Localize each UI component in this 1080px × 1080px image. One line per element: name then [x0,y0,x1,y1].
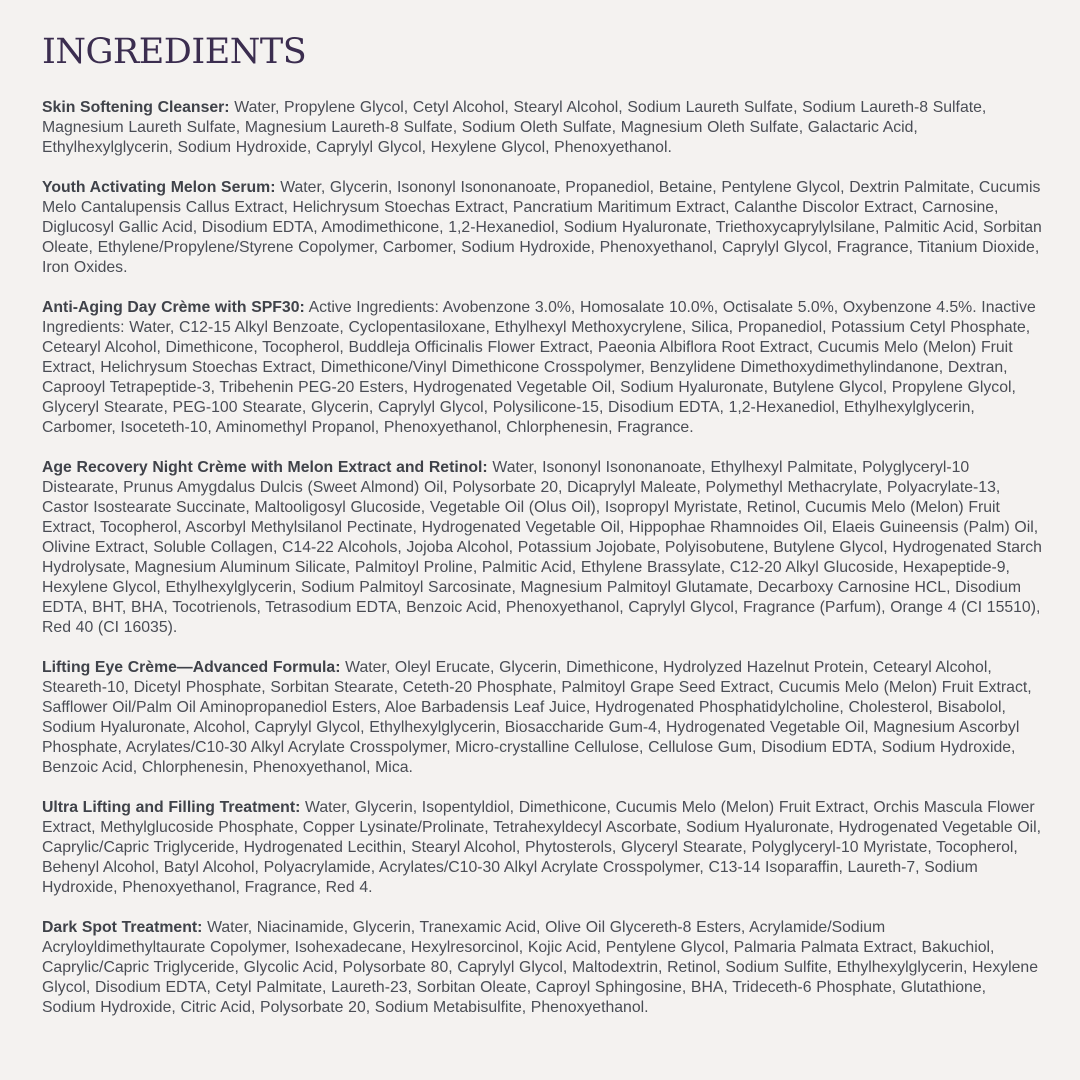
page-title: INGREDIENTS [42,32,307,72]
product-entry-youth-activating-melon-serum [42,178,1042,278]
product-entry-age-recovery-night-creme [42,458,1042,638]
ingredient-list: Water, Propylene Glycol, Cetyl Alcohol, Stearyl Alcohol, Sodium Laureth Sulfate, Sodium Laureth-8 Sulfate, Magnesium Laureth Sulfate, Magnesium Laureth-8 Sulfate, Sodium Oleth Sulfate, Magnesium Oleth Sulfate, Galactaric Acid, Ethylhexylglycerin, Sodium Hydroxide, Caprylyl Glycol, Hexylene Glycol, Phenoxyethanol. [42,99,987,156]
ingredient-list: Water, Glycerin, Isopentyldiol, Dimethicone, Cucumis Melo (Melon) Fruit Extract, Orchis Mascula Flower Extract, Methylglucoside Phosphate, Copper Lysinate/Prolinate, Tetrahexyldecyl Ascorbate, Sodium Hyaluronate, Hydrogenated Vegetable Oil, Caprylic/Capric Triglyceride, Hydrogenated Lecithin, Stearyl Alcohol, Phytosterols, Glyceryl Stearate, Polyglyceryl-10 Myristate, Tocopherol, Behenyl Alcohol, Batyl Alcohol, Polyacrylamide, Acrylates/C10-30 Alkyl Acrylate Crosspolymer, C13-14 Isoparaffin, Laureth-7, Sodium Hydroxide, Phenoxyethanol, Fragrance, Red 4. [42,799,1042,896]
product-name: Dark Spot Treatment: [42,919,203,936]
product-name: Anti-Aging Day Crème with SPF30: [42,299,305,316]
product-name: Lifting Eye Crème—Advanced Formula: [42,659,341,676]
product-name: Ultra Lifting and Filling Treatment: [42,799,301,816]
ingredient-list: Water, Glycerin, Isononyl Isononanoate, Propanediol, Betaine, Pentylene Glycol, Dextrin Palmitate, Cucumis Melo Cantalupensis Callus Extract, Helichrysum Stoechas Extract, Pancratium Maritimum Extract, Calanthe Discolor Extract, Carnosine, Diglucosyl Gallic Acid, Disodium EDTA, Amodimethicone, 1,2-Hexanediol, Sodium Hyaluronate, Triethoxycaprylylsilane, Palmitic Acid, Sorbitan Oleate, Ethylene/Propylene/Styrene Copolymer, Carbomer, Sodium Hydroxide, Phenoxyethanol, Caprylyl Glycol, Fragrance, Titanium Dioxide, Iron Oxides. [42,179,1042,276]
product-entry-dark-spot-treatment [42,918,1042,1018]
product-entry-lifting-eye-creme [42,658,1042,778]
product-name: Age Recovery Night Crème with Melon Extract and Retinol: [42,459,488,476]
ingredients-page [42,30,1042,1038]
product-entry-anti-aging-day-creme [42,298,1042,438]
product-name: Skin Softening Cleanser: [42,99,230,116]
ingredient-list: Water, Niacinamide, Glycerin, Tranexamic Acid, Olive Oil Glycereth-8 Esters, Acrylamide/Sodium Acryloyldimethyltaurate Copolymer, Isohexadecane, Hexylresorcinol, Kojic Acid, Pentylene Glycol, Palmaria Palmata Extract, Bakuchiol, Caprylic/Capric Triglyceride, Glycolic Acid, Polysorbate 80, Caprylyl Glycol, Maltodextrin, Retinol, Sodium Sulfite, Ethylhexylglycerin, Hexylene Glycol, Disodium EDTA, Cetyl Palmitate, Laureth-23, Sorbitan Oleate, Caproyl Sphingosine, BHA, Trideceth-6 Phosphate, Glutathione, Sodium Hydroxide, Citric Acid, Polysorbate 20, Sodium Metabisulfite, Phenoxyethanol. [42,919,1038,1016]
ingredient-list: Water, Oleyl Erucate, Glycerin, Dimethicone, Hydrolyzed Hazelnut Protein, Cetearyl Alcohol, Steareth-10, Dicetyl Phosphate, Sorbitan Stearate, Ceteth-20 Phosphate, Palmitoyl Grape Seed Extract, Cucumis Melo (Melon) Fruit Extract, Safflower Oil/Palm Oil Aminopropanediol Esters, Aloe Barbadensis Leaf Juice, Hydrogenated Phosphatidylcholine, Cholesterol, Bisabolol, Sodium Hyaluronate, Alcohol, Caprylyl Glycol, Ethylhexylglycerin, Biosaccharide Gum-4, Hydrogenated Vegetable Oil, Magnesium Ascorbyl Phosphate, Acrylates/C10-30 Alkyl Acrylate Crosspolymer, Micro-crystalline Cellulose, Cellulose Gum, Disodium EDTA, Sodium Hydroxide, Benzoic Acid, Chlorphenesin, Phenoxyethanol, Mica. [42,659,1032,776]
product-entry-skin-softening-cleanser [42,98,1042,158]
ingredient-list: Active Ingredients: Avobenzone 3.0%, Homosalate 10.0%, Octisalate 5.0%, Oxybenzone 4.5%. Inactive Ingredients: Water, C12-15 Alkyl Benzoate, Cyclopentasiloxane, Ethylhexyl Methoxycrylene, Silica, Propanediol, Potassium Cetyl Phosphate, Cetearyl Alcohol, Dimethicone, Tocopherol, Buddleja Officinalis Flower Extract, Paeonia Albiflora Root Extract, Cucumis Melo (Melon) Fruit Extract, Helichrysum Stoechas Extract, Dimethicone/Vinyl Dimethicone Crosspolymer, Benzylidene Dimethoxydimethylindanone, Dextran, Caprooyl Tetrapeptide-3, Tribehenin PEG-20 Esters, Hydrogenated Vegetable Oil, Sodium Hyaluronate, Butylene Glycol, Propylene Glycol, Glyceryl Stearate, PEG-100 Stearate, Glycerin, Caprylyl Glycol, Polysilicone-15, Disodium EDTA, 1,2-Hexanediol, Ethylhexylglycerin, Carbomer, Isoceteth-10, Aminomethyl Propanol, Phenoxyethanol, Chlorphenesin, Fragrance. [42,299,1036,436]
product-name: Youth Activating Melon Serum: [42,179,276,196]
ingredient-list: Water, Isononyl Isononanoate, Ethylhexyl Palmitate, Polyglyceryl-10 Distearate, Prunus Amygdalus Dulcis (Sweet Almond) Oil, Polysorbate 20, Dicaprylyl Maleate, Polymethyl Methacrylate, Polyacrylate-13, Castor Isostearate Succinate, Maltooligosyl Glucoside, Vegetable Oil (Olus Oil), Isopropyl Myristate, Retinol, Cucumis Melo (Melon) Fruit Extract, Tocopherol, Ascorbyl Methylsilanol Pectinate, Hydrogenated Vegetable Oil, Hippophae Rhamnoides Oil, Elaeis Guineensis (Palm) Oil, Olivine Extract, Soluble Collagen, C14-22 Alcohols, Jojoba Alcohol, Potassium Jojobate, Polyisobutene, Butylene Glycol, Hydrogenated Starch Hydrolysate, Magnesium Aluminum Silicate, Palmitoyl Proline, Palmitic Acid, Ethylene Brassylate, C12-20 Alkyl Glucoside, Hexapeptide-9, Hexylene Glycol, Ethylhexylglycerin, Sodium Palmitoyl Sarcosinate, Magnesium Palmitoyl Glutamate, Decarboxy Carnosine HCL, Disodium EDTA, BHT, BHA, Tocotrienols, Tetrasodium EDTA, Benzoic Acid, Phenoxyethanol, Caprylyl Glycol, Fragrance (Parfum), Orange 4 (CI 15510), Red 40 (CI 16035). [42,459,1042,636]
product-entry-ultra-lifting-filling-treatment [42,798,1042,898]
